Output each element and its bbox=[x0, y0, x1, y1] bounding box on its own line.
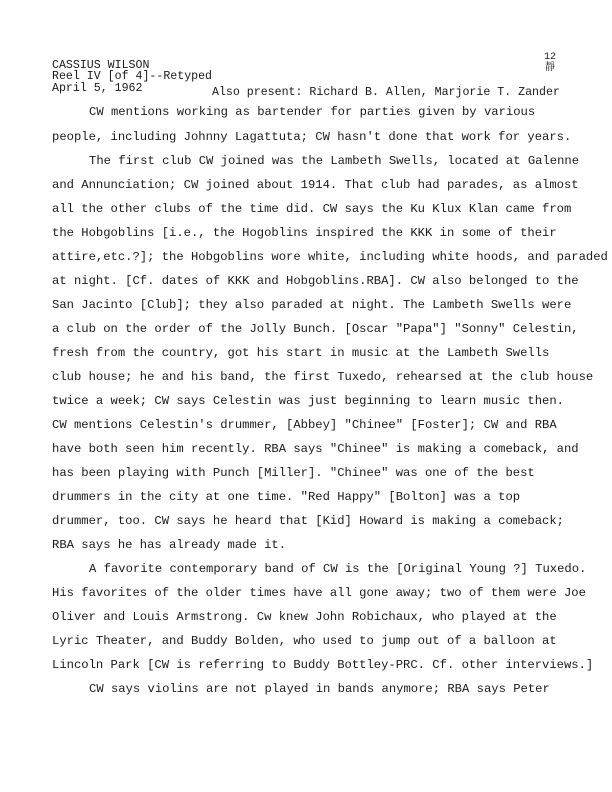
also-present: Also present: Richard B. Allen, Marjorie T. Zander bbox=[212, 86, 560, 99]
text-line: club house; he and his band, the first Tuxedo, rehearsed at the club house bbox=[52, 370, 594, 384]
text-line: and Annunciation; CW joined about 1914. That club had parades, as almost bbox=[52, 178, 579, 192]
text-line: attire,etc.?]; the Hobgoblins wore white, including white hoods, and paraded bbox=[52, 250, 608, 264]
text-line: at night. [Cf. dates of KKK and Hobgoblins.RBA]. CW also belonged to the bbox=[52, 274, 579, 288]
text-line: CW says violins are not played in bands anymore; RBA says Peter bbox=[89, 682, 550, 696]
text-line: people, including Johnny Lagattuta; CW hasn't done that work for years. bbox=[52, 130, 572, 144]
text-line: His favorites of the older times have all gone away; two of them were Joe bbox=[52, 586, 586, 600]
text-line: the Hobgoblins [i.e., the Hogoblins inspired the KKK in some of their bbox=[52, 226, 557, 240]
text-line: has been playing with Punch [Miller]. "Chinee" was one of the best bbox=[52, 466, 535, 480]
page-number: 12 bbox=[544, 52, 557, 63]
text-line: Lyric Theater, and Buddy Bolden, who used to jump out of a balloon at bbox=[52, 634, 557, 648]
text-line: Oliver and Louis Armstrong. Cw knew John Robichaux, who played at the bbox=[52, 610, 557, 624]
text-line: Lincoln Park [CW is referring to Buddy Bottley-PRC. Cf. other interviews.] bbox=[52, 658, 594, 672]
text-line: drummer, too. CW says he heard that [Kid] Howard is making a comeback; bbox=[52, 514, 564, 528]
text-line: San Jacinto [Club]; they also paraded at night. The Lambeth Swells were bbox=[52, 298, 572, 312]
text-line: drummers in the city at one time. "Red Happy" [Bolton] was a top bbox=[52, 490, 521, 504]
text-line: fresh from the country, got his start in music at the Lambeth Swells bbox=[52, 346, 550, 360]
text-line: CW mentions Celestin's drummer, [Abbey] "Chinee" [Foster]; CW and RBA bbox=[52, 418, 557, 432]
interview-date: April 5, 1962 bbox=[52, 82, 143, 95]
text-line: twice a week; CW says Celestin was just beginning to learn music then. bbox=[52, 394, 564, 408]
text-line: all the other clubs of the time did. CW says the Ku Klux Klan came from bbox=[52, 202, 572, 216]
text-line: The first club CW joined was the Lambeth Swells, located at Galenne bbox=[89, 154, 580, 168]
text-line: A favorite contemporary band of CW is the [Original Young ?] Tuxedo. bbox=[89, 562, 587, 576]
text-line: have both seen him recently. RBA says "Chinee" is making a comeback, and bbox=[52, 442, 579, 456]
text-line: CW mentions working as bartender for parties given by various bbox=[89, 105, 536, 119]
page-number-block bbox=[544, 52, 556, 74]
text-line: a club on the order of the Jolly Bunch. [Oscar "Papa"] "Sonny" Celestin, bbox=[52, 322, 579, 336]
interviewee-name: CASSIUS WILSON bbox=[52, 59, 150, 72]
page-stamp: 靜 bbox=[545, 63, 555, 74]
text-line: RBA says he has already made it. bbox=[52, 538, 287, 552]
reel-info: Reel IV [of 4]--Retyped bbox=[52, 70, 213, 83]
